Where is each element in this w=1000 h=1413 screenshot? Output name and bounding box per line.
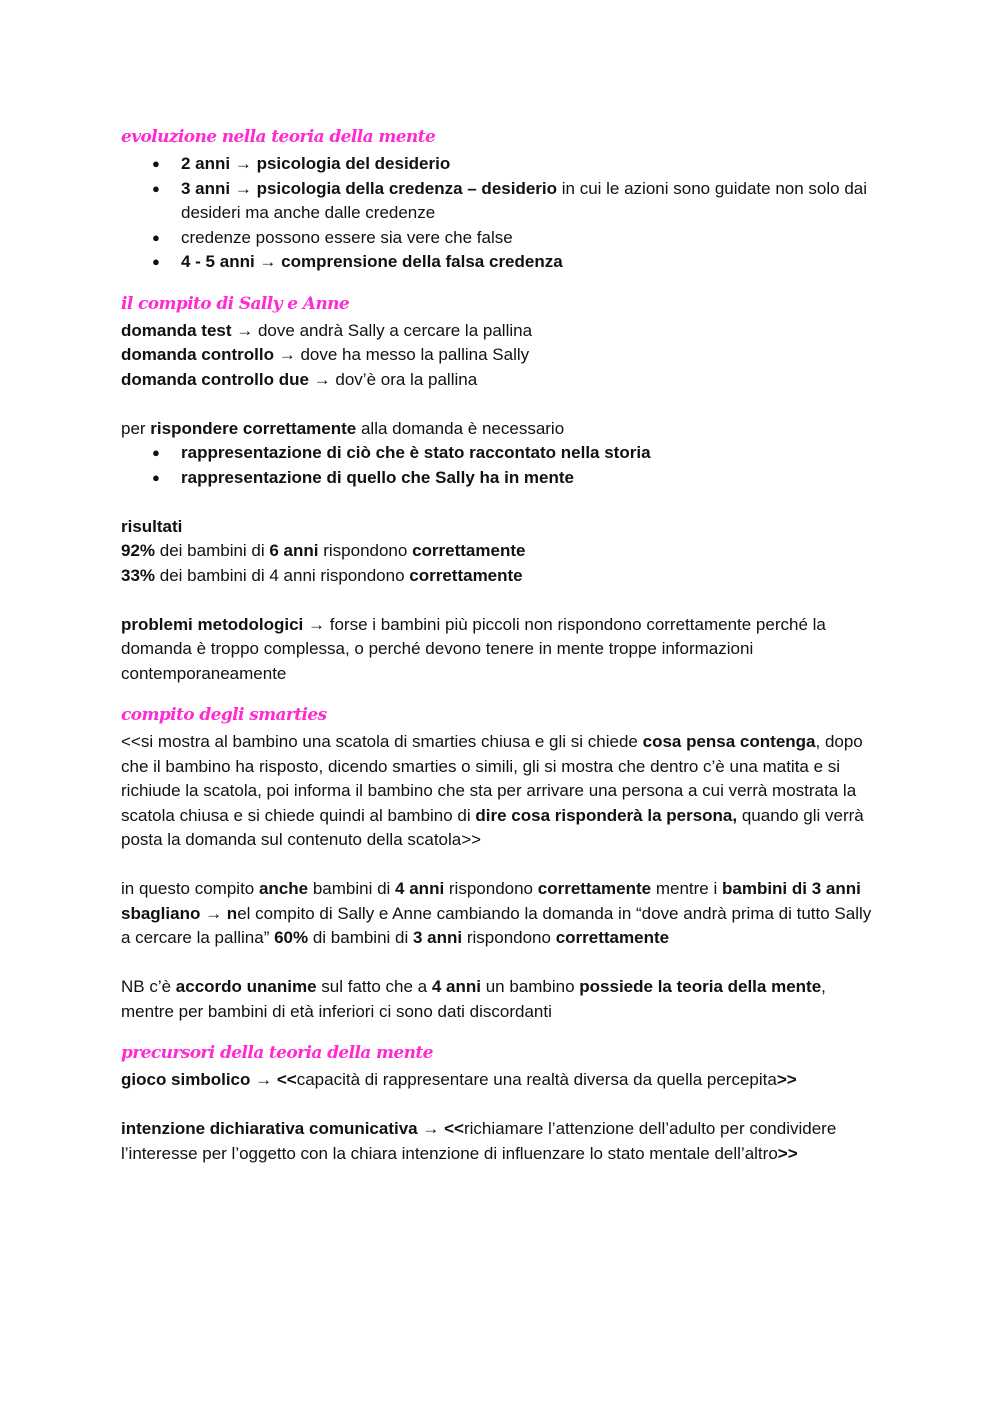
results-label: risultati: [121, 516, 183, 536]
text-line: per rispondere correttamente alla domanda è necessario: [121, 418, 565, 438]
list-item: ● 4 - 5 anni → comprensione della falsa credenza: [181, 250, 881, 275]
list-item: ● 2 anni → psicologia del desiderio: [181, 152, 881, 177]
list-item: ● rappresentazione di ciò che è stato raccontato nella storia: [181, 441, 881, 466]
list-item: ● rappresentazione di quello che Sally ha in mente: [181, 466, 881, 491]
paragraph: in questo compito anche bambini di 4 anni rispondono correttamente mentre i bambini di 3 anni sbagliano → nel compito di Sally e Anne cambiando la domanda in “dove andrà prima di tutto Sally a cercare la pallina” 60% di bambini di 3 anni rispondono correttamente: [121, 879, 872, 947]
text-line: domanda controllo → dove ha messo la pallina Sally: [121, 345, 530, 364]
paragraph: NB c’è accordo unanime sul fatto che a 4 anni un bambino possiede la teoria della mente, mentre per bambini di età inferiori ci sono dati discordanti: [121, 977, 826, 1021]
text-line: 33% dei bambini di 4 anni rispondono correttamente: [121, 565, 523, 585]
paragraph: intenzione dichiarativa comunicativa → <<richiamare l’attenzione dell’adulto per condividere l’interesse per l’oggetto con la chiara intenzione di influenzare lo stato mentale dell’altro>>: [121, 1119, 837, 1163]
paragraph: gioco simbolico → <<capacità di rappresentare una realtà diversa da quella percepita>>: [121, 1070, 797, 1089]
list-item: ● 3 anni → psicologia della credenza – desiderio in cui le azioni sono guidate non solo dai desideri ma anche dalle credenze: [181, 177, 881, 226]
bullet-list-evoluzione: [121, 152, 881, 275]
section-heading-precursori: precursori della teoria della mente: [121, 1043, 433, 1063]
text-line: 92% dei bambini di 6 anni rispondono correttamente: [121, 541, 526, 560]
document-page: [121, 122, 881, 1166]
list-item: ● credenze possono essere sia vere che false: [181, 226, 881, 251]
section-heading-smarties: compito degli smarties: [121, 705, 327, 725]
section-heading-evoluzione: evoluzione nella teoria della mente: [121, 127, 436, 147]
paragraph: <<si mostra al bambino una scatola di smarties chiusa e gli si chiede cosa pensa contenga, dopo che il bambino ha risposto, dicendo smarties o simili, gli si mostra che dentro c’è una matita e si richiude la scatola, poi informa il bambino che sta per arrivare una persona a cui verrà mostrata la scatola chiusa e si chiede quindi al bambino di dire cosa risponderà la persona, quando gli verrà posta la domanda sul contenuto della scatola>>: [121, 732, 864, 849]
text-line: domanda test → dove andrà Sally a cercare la pallina: [121, 320, 533, 340]
paragraph: problemi metodologici → forse i bambini più piccoli non rispondono correttamente perché la domanda è troppo complessa, o perché devono tenere in mente troppe informazioni contemporaneamente: [121, 614, 826, 683]
section-heading-sally-anne: il compito di Sally e Anne: [121, 293, 350, 314]
bullet-list-requisiti: [121, 441, 881, 490]
text-line: domanda controllo due → dov’è ora la pallina: [121, 369, 478, 389]
